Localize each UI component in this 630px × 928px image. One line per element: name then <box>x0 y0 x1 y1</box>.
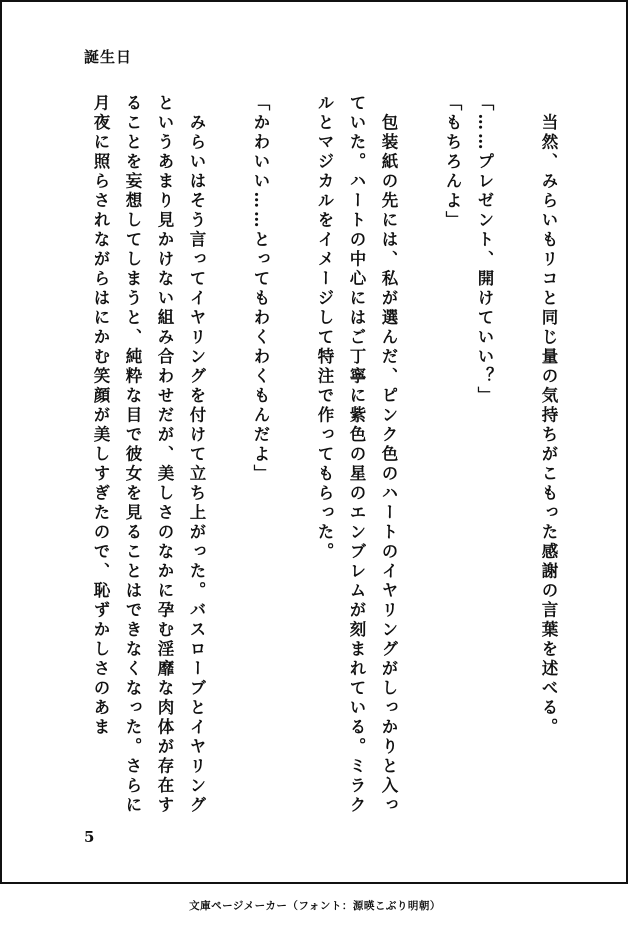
footer-credit: 文庫ページメーカー（フォント：源暎こぶり明朝） <box>189 900 441 912</box>
blank-line <box>212 94 244 816</box>
dialogue-2: 「もちろんよ」 <box>443 94 462 231</box>
paragraph-2: 包装紙の先には、私が選んだ、ピンク色のハートのイヤリングがしっかりと入っていた。ハートの中心にはご丁寧に紫色の星のエンブレムが刻まれている。ミラクルとマジカルをイメージして特注で作ってもらった。 <box>315 94 398 816</box>
blank-line <box>404 94 436 816</box>
page-title: 誕生日 <box>84 48 133 66</box>
dialogue-1: 「……プレゼント、開けていい？」 <box>475 94 494 406</box>
dialogue-3: 「かわいい……とってもわくわくもんだよ」 <box>251 94 270 484</box>
paragraph-1: 当然、みらいもリコと同じ量の気持ちがこもった感謝の言葉を述べる。 <box>539 94 558 738</box>
paragraph-3: みらいはそう言ってイヤリングを付けて立ち上がった。バスローブとイヤリングというあまり見かけない組み合わせだが、美しさのなかに孕む淫靡な肉体が存在することを妄想してしまうと、純粋な目で彼女を見ることはできなくなった。さらに月夜に照らされながらはにかむ笑顔が美しすぎたので、恥ずかしさのあま <box>91 94 206 816</box>
page-number: 5 <box>84 828 95 846</box>
blank-line <box>276 94 308 816</box>
blank-line <box>500 94 532 816</box>
vertical-text-body <box>74 94 564 816</box>
